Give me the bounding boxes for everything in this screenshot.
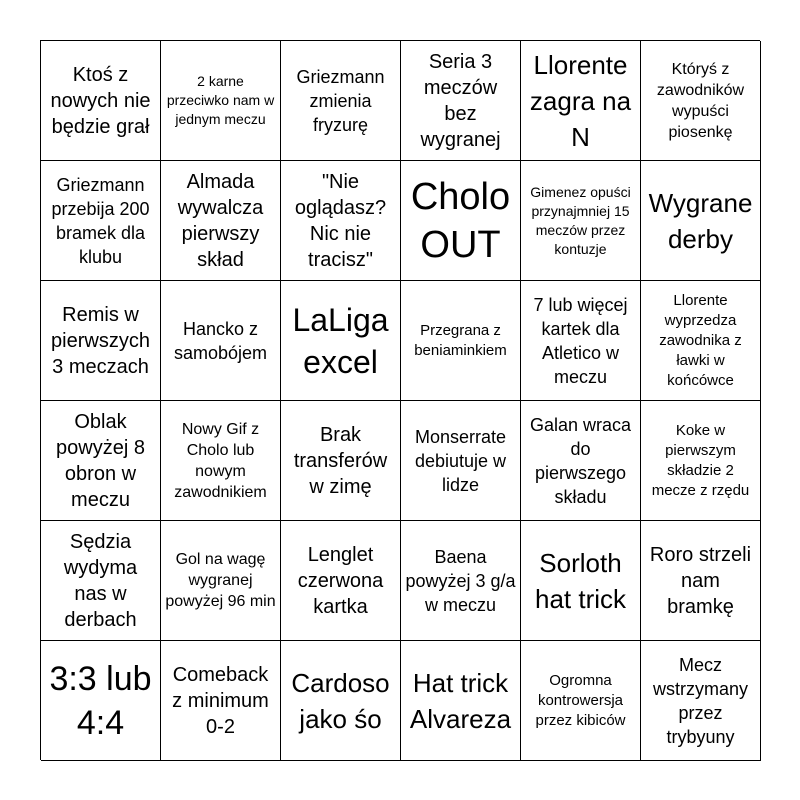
bingo-cell-r6c3[interactable]: [281, 641, 401, 761]
bingo-cell-r2c1[interactable]: [41, 161, 161, 281]
cell-text: Lenglet czerwona kartka: [297, 543, 384, 618]
cell-text: Gimenez opuści przynajmniej 15 meczów przez kontuzje: [530, 183, 631, 257]
cell-text: "Nie oglądasz? Nic nie tracisz": [294, 170, 387, 271]
bingo-cell-r6c6[interactable]: [641, 641, 761, 761]
cell-text: Griezmann przebija 200 bramek dla klubu: [51, 174, 150, 267]
cell-text: Griezmann zmienia fryzurę: [296, 66, 385, 135]
bingo-cell-r4c6[interactable]: [641, 401, 761, 521]
bingo-cell-r4c3[interactable]: [281, 401, 401, 521]
bingo-cell-r1c1[interactable]: [41, 41, 161, 161]
cell-text: Ktoś z nowych nie będzie grał: [50, 63, 151, 138]
cell-text: Monserrate debiutuje w lidze: [414, 426, 507, 495]
cell-text: Comeback z minimum 0-2: [172, 663, 269, 738]
cell-text: Hat trick Alvareza: [409, 667, 512, 734]
bingo-cell-r2c3[interactable]: [281, 161, 401, 281]
bingo-cell-r1c2[interactable]: [161, 41, 281, 161]
cell-text: Wygrane derby: [648, 187, 753, 254]
bingo-cell-r4c5[interactable]: [521, 401, 641, 521]
cell-text: 7 lub więcej kartek dla Atletico w meczu: [533, 294, 628, 387]
bingo-cell-r6c4[interactable]: [401, 641, 521, 761]
bingo-cell-r4c4[interactable]: [401, 401, 521, 521]
bingo-cell-r5c3[interactable]: [281, 521, 401, 641]
bingo-cell-r3c4[interactable]: [401, 281, 521, 401]
cell-text: Baena powyżej 3 g/a w meczu: [405, 546, 516, 615]
cell-text: Cholo OUT: [410, 175, 511, 266]
cell-text: Seria 3 meczów bez wygranej: [420, 50, 501, 151]
bingo-cell-r3c1[interactable]: [41, 281, 161, 401]
cell-text: Sorloth hat trick: [534, 547, 627, 614]
bingo-cell-r2c4[interactable]: [401, 161, 521, 281]
bingo-cell-r1c5[interactable]: [521, 41, 641, 161]
bingo-cell-r5c2[interactable]: [161, 521, 281, 641]
bingo-cell-r5c4[interactable]: [401, 521, 521, 641]
cell-text: Almada wywalcza pierwszy skład: [177, 170, 264, 271]
bingo-cell-r5c1[interactable]: [41, 521, 161, 641]
cell-text: Ogromna kontrowersja przez kibiców: [535, 671, 626, 729]
bingo-cell-r1c4[interactable]: [401, 41, 521, 161]
bingo-cell-r6c5[interactable]: [521, 641, 641, 761]
bingo-cell-r3c2[interactable]: [161, 281, 281, 401]
bingo-cell-r5c5[interactable]: [521, 521, 641, 641]
cell-text: Sędzia wydyma nas w derbach: [63, 530, 138, 631]
bingo-cell-r4c2[interactable]: [161, 401, 281, 521]
bingo-cell-r3c5[interactable]: [521, 281, 641, 401]
bingo-cell-r6c1[interactable]: [41, 641, 161, 761]
bingo-cell-r1c6[interactable]: [641, 41, 761, 161]
cell-text: Llorente zagra na N: [529, 49, 632, 152]
cell-text: Brak transferów w zimę: [293, 423, 388, 498]
bingo-cell-r5c6[interactable]: [641, 521, 761, 641]
cell-text: Hancko z samobójem: [173, 318, 268, 363]
bingo-cell-r1c3[interactable]: [281, 41, 401, 161]
cell-text: Oblak powyżej 8 obron w meczu: [56, 410, 145, 511]
cell-text: Nowy Gif z Cholo lub nowym zawodnikiem: [174, 420, 267, 501]
cell-text: Koke w pierwszym składzie 2 mecze z rzędu: [651, 421, 750, 499]
cell-text: Przegrana z beniaminkiem: [414, 321, 507, 359]
cell-text: Cardoso jako śo: [291, 667, 390, 734]
bingo-board: [40, 40, 760, 760]
bingo-cell-r4c1[interactable]: [41, 401, 161, 521]
cell-text: Galan wraca do pierwszego składu: [529, 414, 632, 507]
bingo-cell-r2c6[interactable]: [641, 161, 761, 281]
cell-text: Llorente wyprzedza zawodnika z ławki w końcówce: [659, 291, 742, 389]
bingo-cell-r2c2[interactable]: [161, 161, 281, 281]
cell-text: LaLiga excel: [292, 301, 389, 380]
bingo-cell-r2c5[interactable]: [521, 161, 641, 281]
cell-text: Remis w pierwszych 3 meczach: [51, 303, 150, 378]
bingo-cell-r3c6[interactable]: [641, 281, 761, 401]
cell-text: Któryś z zawodników wypuści piosenkę: [656, 60, 745, 141]
cell-text: Gol na wagę wygranej powyżej 96 min: [165, 551, 276, 610]
cell-text: 3:3 lub 4:4: [49, 659, 152, 742]
bingo-cell-r6c2[interactable]: [161, 641, 281, 761]
cell-text: Roro strzeli nam bramkę: [649, 543, 752, 618]
cell-text: Mecz wstrzymany przez trybyuny: [652, 654, 748, 747]
cell-text: 2 karne przeciwko nam w jednym meczu: [166, 73, 275, 127]
bingo-cell-r3c3[interactable]: [281, 281, 401, 401]
